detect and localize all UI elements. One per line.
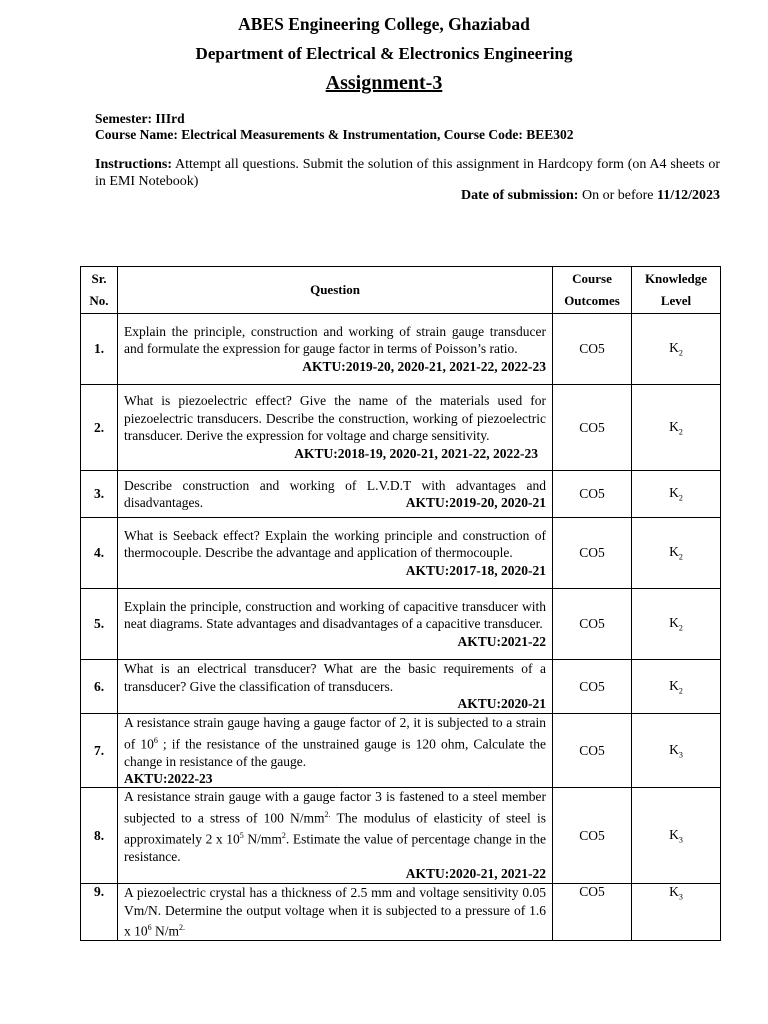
table-row (81, 589, 721, 660)
question-cell (118, 714, 553, 788)
table-header-row (81, 267, 721, 314)
knowledge-level: $K_2$ (632, 589, 721, 660)
course-outcome: CO5 (553, 884, 632, 941)
question-cell (118, 471, 553, 518)
course-outcome: CO5 (553, 589, 632, 660)
row-sr: 3. (81, 471, 118, 518)
course-line: Course Name: Electrical Measurements & Instrumentation, Course Code: BEE302 (95, 127, 574, 142)
question-table (80, 266, 721, 941)
question-text: A resistance strain gauge with a gauge factor 3 is fastened to a steel member subjected to a stress of 100 $N/mm^{2.}$ The modulus of elasticity of steel is approximately 2 x $10^5$ $N/mm^2$. Estimate the value of percentage change in the resistance. (124, 789, 546, 864)
question-ref: AKTU:2020-21 (457, 696, 546, 711)
row-sr: 7. (81, 714, 118, 788)
course-outcome: CO5 (553, 471, 632, 518)
assignment-title: Assignment-3 (325, 72, 443, 94)
header-question: Question (118, 267, 553, 314)
question-text: What is an electrical transducer? What are the basic requirements of a transducer? Give the classification of transducers. (124, 661, 546, 694)
question-ref: AKTU:2019-20, 2020-21 (405, 495, 546, 510)
question-ref: AKTU:2017-18, 2020-21 (405, 562, 546, 578)
question-ref: AKTU:2019-20, 2020-21, 2021-22, 2022-23 (302, 358, 546, 374)
table-row (81, 314, 721, 385)
knowledge-level: $K_2$ (632, 314, 721, 385)
course-outcome: CO5 (553, 714, 632, 788)
row-sr: 9. (81, 884, 118, 941)
table-row (81, 788, 721, 884)
question-cell (118, 884, 553, 941)
question-cell (118, 385, 553, 471)
submission-date (461, 188, 720, 204)
header-knowledge-level: Knowledge Level (632, 267, 721, 314)
date-value: 11/12/2023 (656, 188, 720, 203)
instructions-text: Attempt all questions. Submit the solution of this assignment in Hardcopy form (on A4 sheets or in EMI Notebook) (95, 157, 720, 189)
question-ref: AKTU:2021-22 (457, 633, 546, 649)
table-row (81, 660, 721, 714)
question-ref: AKTU:2018-19, 2020-21, 2021-22, 2022-23 (294, 445, 538, 461)
course-outcome: CO5 (553, 385, 632, 471)
question-text: What is Seeback effect? Explain the working principle and construction of thermocouple. Describe the advantage and application of thermocouple. (124, 527, 546, 560)
question-text: Explain the principle, construction and working of capacitive transducer with neat diagrams. State advantages and disadvantages of a capacitive transducer. AKTU:2021-22 (124, 598, 546, 649)
semester-line: Semester: IIIrd (95, 111, 185, 126)
table-row (81, 518, 721, 589)
table-row (81, 884, 721, 941)
college-name: ABES Engineering College, Ghaziabad (238, 14, 530, 34)
question-text: Explain the principle, construction and working of strain gauge transducer and formulate the expression for gauge factor in terms of Poisson’s ratio. (124, 323, 546, 356)
knowledge-level: $K_3$ (632, 884, 721, 941)
course-outcome: CO5 (553, 788, 632, 884)
question-cell (118, 518, 553, 589)
question-text: A resistance strain gauge having a gauge factor of 2, it is subjected to a strain of $10^6$ ; if the resistance of the unstrained gauge is 120 ohm, Calculate the change in resistance of the gauge. (124, 715, 546, 769)
row-sr: 1. (81, 314, 118, 385)
question-cell (118, 660, 553, 714)
knowledge-level: $K_2$ (632, 660, 721, 714)
department-name: Department of Electrical & Electronics Engineering (195, 44, 573, 63)
knowledge-level: $K_2$ (632, 518, 721, 589)
question-ref: AKTU:2020-21, 2021-22 (405, 866, 546, 881)
header-sr-no: Sr. No. (81, 267, 118, 314)
course-outcome: CO5 (553, 518, 632, 589)
knowledge-level: $K_2$ (632, 471, 721, 518)
date-text: On or before (578, 188, 657, 203)
row-sr: 5. (81, 589, 118, 660)
question-cell (118, 589, 553, 660)
question-text: What is piezoelectric effect? Give the name of the materials used for piezoelectric transducers. Describe the construction, working of piezoelectric transducer. Derive the expression for voltage and charge sensitivity. (124, 393, 546, 444)
knowledge-level: $K_3$ (632, 714, 721, 788)
table-row (81, 385, 721, 471)
row-sr: 2. (81, 385, 118, 471)
question-cell (118, 788, 553, 884)
row-sr: 4. (81, 518, 118, 589)
knowledge-level: $K_3$ (632, 788, 721, 884)
row-sr: 6. (81, 660, 118, 714)
question-text: Describe construction and working of L.V.D.T with advantages and disadvantages. AKTU:2019-20, 2020-21 (124, 477, 546, 510)
table-row (81, 471, 721, 518)
question-ref: AKTU:2022-23 (124, 771, 213, 786)
header-course-outcomes: Course Outcomes (553, 267, 632, 314)
instructions (95, 156, 720, 190)
row-sr: 8. (81, 788, 118, 884)
knowledge-level: $K_2$ (632, 385, 721, 471)
instructions-label: Instructions: (95, 157, 173, 172)
table-row (81, 714, 721, 788)
question-text: A piezoelectric crystal has a thickness of 2.5 mm and voltage sensitivity 0.05 Vm/N. Determine the output voltage when it is subjected to a pressure of 1.6 x $10^6$ $N/m^{2.}$ (124, 885, 546, 939)
course-outcome: CO5 (553, 314, 632, 385)
question-cell (118, 314, 553, 385)
course-outcome: CO5 (553, 660, 632, 714)
date-label: Date of submission: (460, 188, 579, 203)
